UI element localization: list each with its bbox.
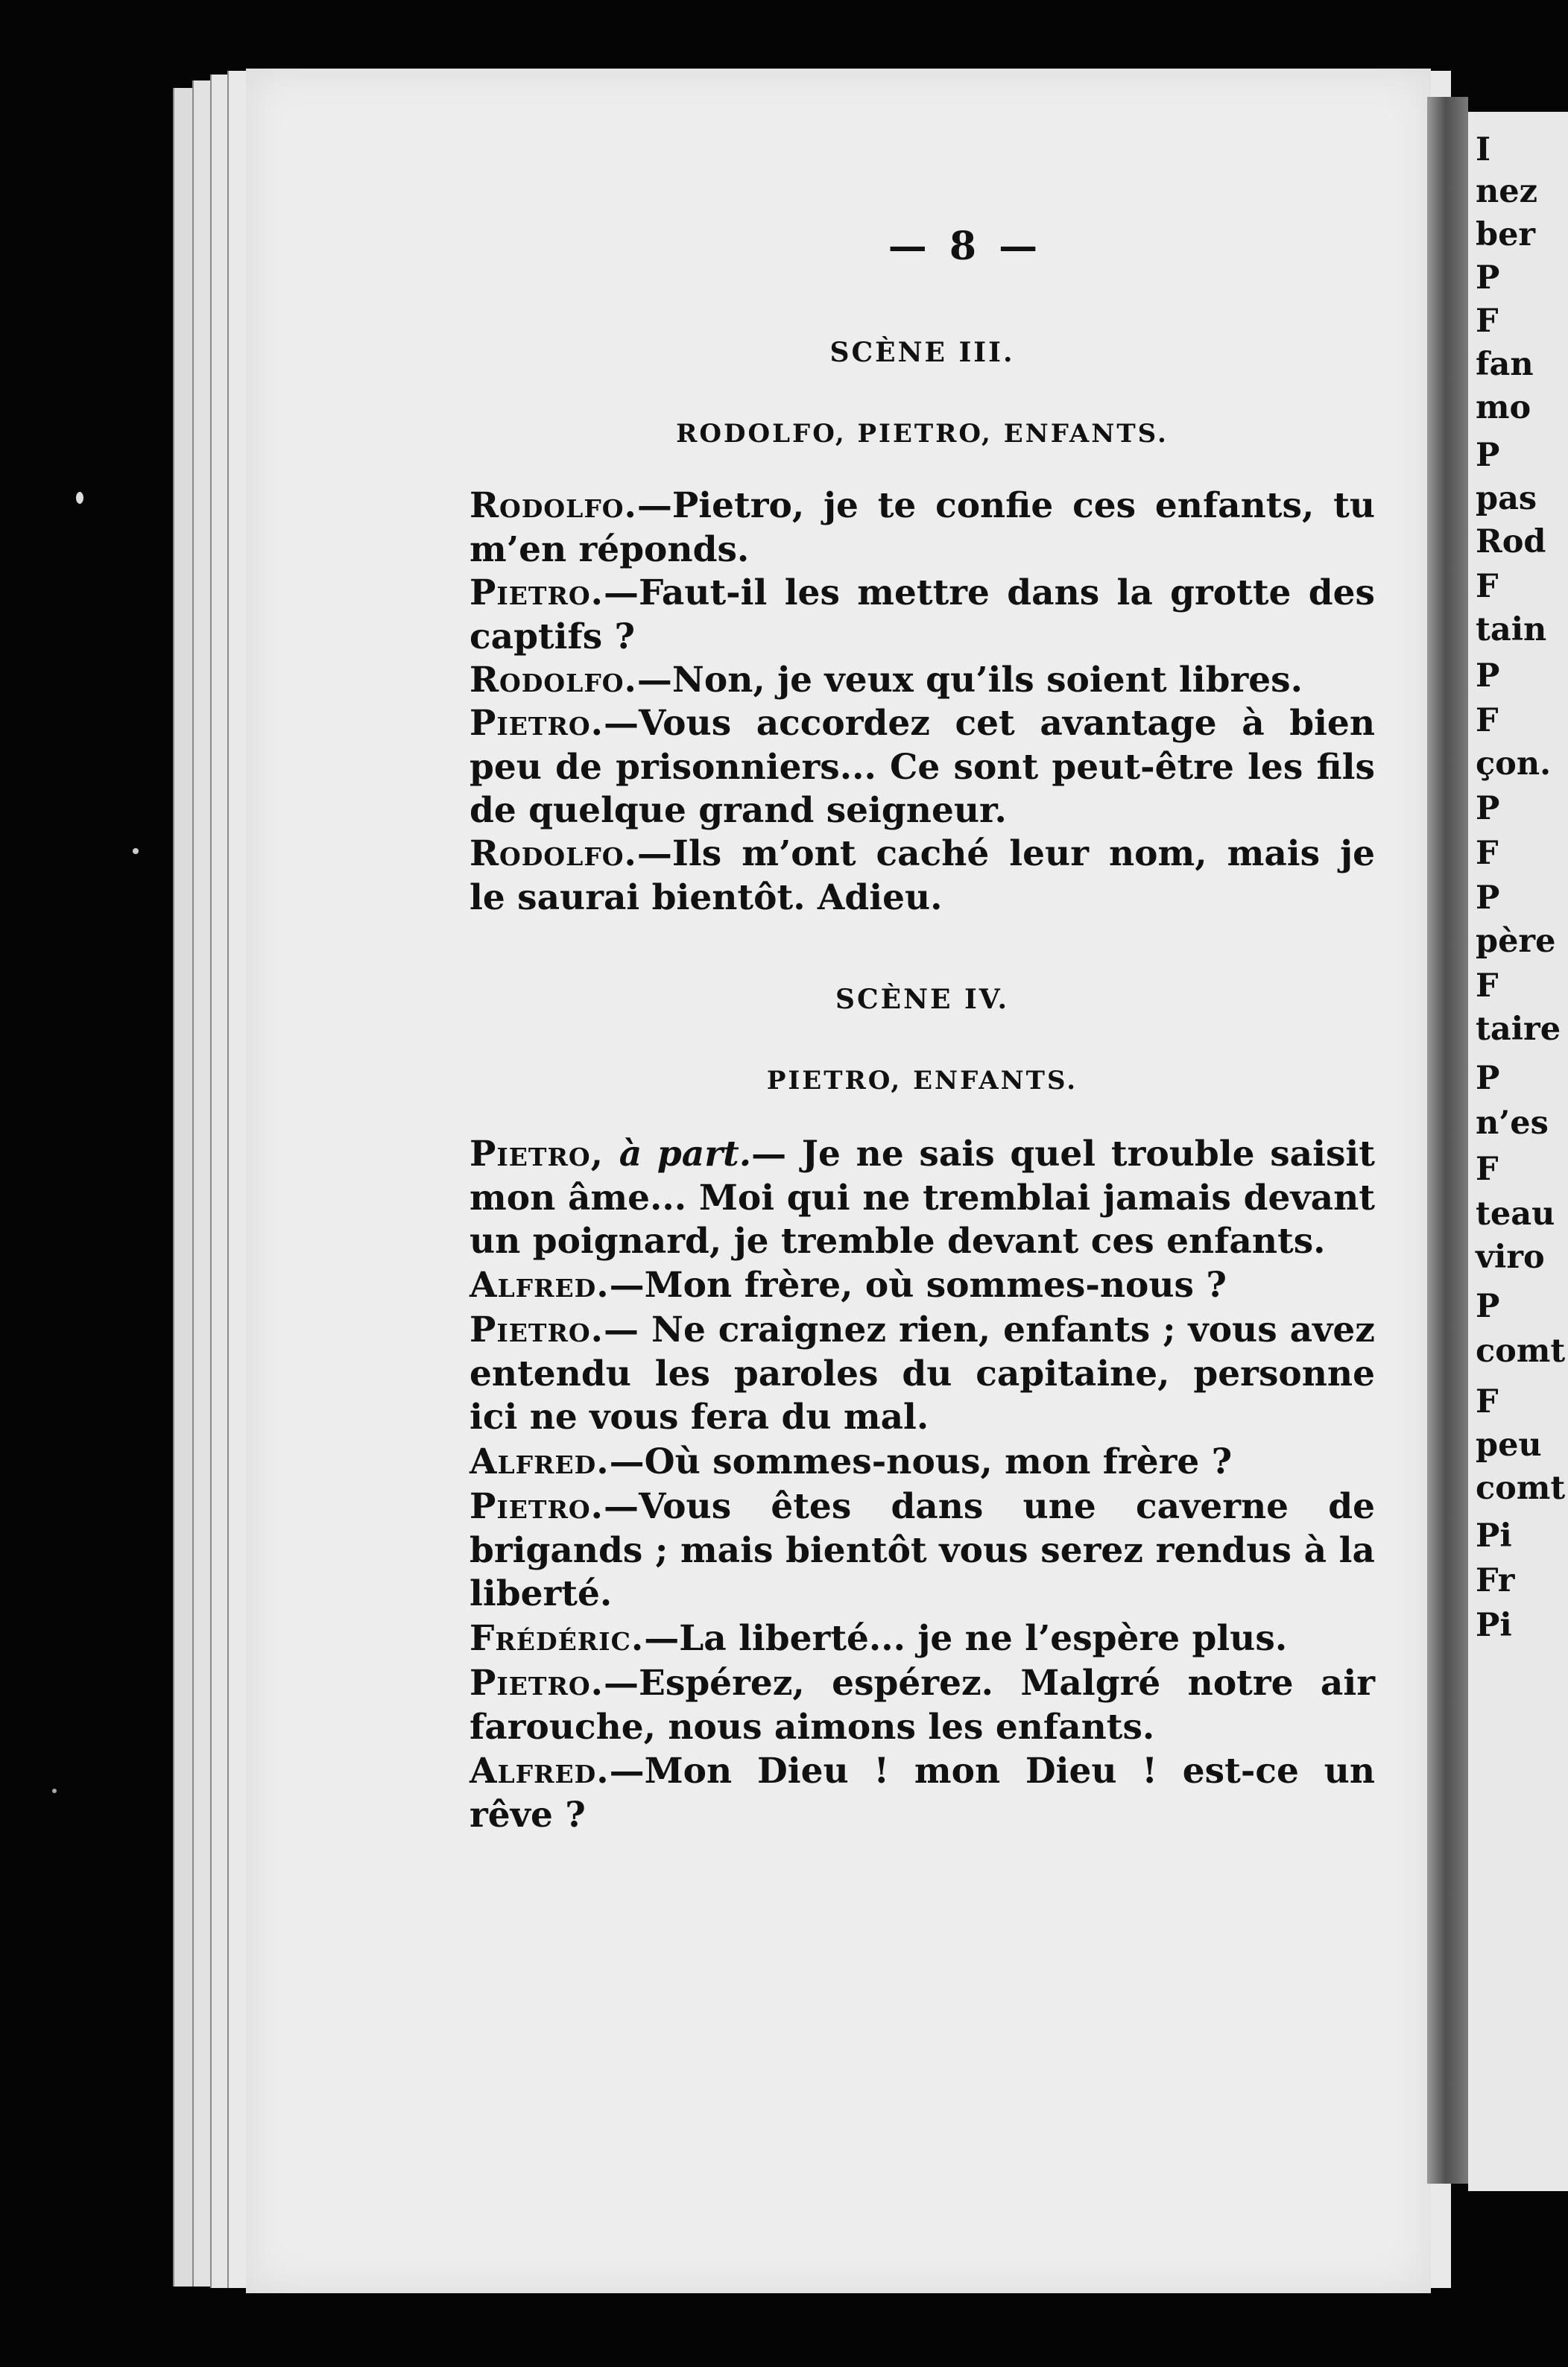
line-text: — Je ne sais quel trouble saisit mon âme... Moi qui ne tremblai jamais devant un poignard, je tremble devant ces enfants.: [470, 1134, 1375, 1262]
page-number: — 8 —: [888, 224, 1043, 269]
facing-fragment: çon.: [1476, 745, 1552, 783]
line-text: —Espérez, espérez. Malgré notre air farouche, nous aimons les enfants.: [470, 1663, 1375, 1748]
facing-fragment: P: [1476, 879, 1500, 917]
facing-fragment: Pi: [1476, 1517, 1512, 1555]
line-text: —Mon frère, où sommes-nous ?: [609, 1265, 1227, 1306]
facing-fragment: teau: [1476, 1195, 1555, 1233]
dialogue-line: [470, 1264, 1375, 1308]
speaker-name: Rodolfo.: [470, 833, 637, 874]
facing-fragment: Pi: [1476, 1607, 1512, 1644]
facing-fragment: viro: [1476, 1239, 1545, 1276]
character-list: PIETRO, ENFANTS.: [766, 1066, 1078, 1096]
dialogue-line: [470, 572, 1375, 659]
dialogue-line: [470, 659, 1375, 703]
dialogue-line: [470, 1309, 1375, 1440]
line-text: —Vous accordez cet avantage à bien peu de prisonniers... Ce sont peut-être les fils de quelque grand seigneur.: [470, 703, 1375, 831]
facing-fragment: comt: [1476, 1470, 1566, 1507]
dialogue-line: [470, 484, 1375, 572]
facing-fragment: peu: [1476, 1426, 1542, 1464]
facing-fragment: pas: [1476, 480, 1537, 517]
facing-fragment: F: [1476, 1383, 1499, 1420]
stage-direction: à part.: [619, 1134, 752, 1175]
facing-fragment: tain: [1476, 611, 1547, 648]
line-text: —Non, je veux qu’ils soient libres.: [636, 660, 1303, 701]
facing-fragment: F: [1476, 1151, 1499, 1188]
dialogue-line: [470, 1441, 1375, 1485]
facing-fragment: F: [1476, 303, 1499, 340]
binding-gutter: [1427, 97, 1468, 2184]
dust-speck: [52, 1789, 57, 1793]
facing-fragment: ber: [1476, 216, 1536, 253]
line-text: —Où sommes-nous, mon frère ?: [609, 1441, 1233, 1482]
facing-fragment: P: [1476, 790, 1500, 827]
facing-fragment: n’es: [1476, 1105, 1549, 1142]
facing-fragment: père: [1476, 923, 1556, 960]
facing-fragment: Fr: [1476, 1562, 1515, 1599]
line-text: —Pietro, je te confie ces enfants, tu m’en réponds.: [470, 485, 1375, 570]
facing-page-cropped: [1468, 112, 1568, 2191]
dialogue-line: [470, 1662, 1375, 1749]
character-list: RODOLFO, PIETRO, ENFANTS.: [676, 419, 1169, 449]
dialogue-line: [470, 1133, 1375, 1264]
facing-fragment: F: [1476, 568, 1499, 605]
facing-fragment: fan: [1476, 346, 1534, 383]
scene-heading: SCÈNE III.: [829, 337, 1015, 368]
speaker-name: Pietro.: [470, 1663, 604, 1704]
facing-fragment: F: [1476, 967, 1499, 1005]
line-text: —Mon Dieu ! mon Dieu ! est-ce un rêve ?: [470, 1751, 1375, 1836]
dialogue-line: [470, 1750, 1375, 1837]
facing-fragment: P: [1476, 1060, 1500, 1097]
facing-fragment: taire: [1476, 1011, 1561, 1048]
dust-speck: [133, 848, 139, 854]
line-text: —Vous êtes dans une caverne de brigands ; mais bientôt vous serez rendus à la liberté.: [470, 1486, 1375, 1614]
speaker-name: Alfred.: [470, 1751, 610, 1792]
dust-speck: [76, 492, 83, 504]
facing-fragment: nez: [1476, 173, 1538, 210]
facing-fragment: Rod: [1476, 523, 1546, 560]
facing-fragment: P: [1476, 437, 1500, 474]
facing-fragment: P: [1476, 259, 1500, 297]
line-text: —Faut-il les mettre dans la grotte des captifs ?: [470, 572, 1375, 657]
speaker-name: Pietro.: [470, 572, 604, 613]
speaker-name: Frédéric.: [470, 1618, 645, 1659]
dialogue-line: [470, 702, 1375, 833]
speaker-name: Alfred.: [470, 1441, 610, 1482]
facing-fragment: I: [1476, 131, 1491, 168]
dialogue-line: [470, 832, 1375, 920]
scene-heading: SCÈNE IV.: [835, 984, 1009, 1015]
line-text: — Ne craignez rien, enfants ; vous avez entendu les paroles du capitaine, personne ici ne vous fera du mal.: [470, 1309, 1375, 1438]
facing-fragment: P: [1476, 1288, 1500, 1325]
dialogue-line: [470, 1617, 1375, 1661]
speaker-name: Pietro,: [470, 1134, 604, 1175]
facing-fragment: P: [1476, 657, 1500, 695]
speaker-name: Rodolfo.: [470, 485, 637, 526]
speaker-name: Pietro.: [470, 1486, 604, 1527]
line-text: —La liberté... je ne l’espère plus.: [644, 1618, 1288, 1659]
facing-fragment: comt: [1476, 1333, 1566, 1370]
speaker-name: Rodolfo.: [470, 660, 637, 701]
facing-fragment: F: [1476, 702, 1499, 739]
dialogue-line: [470, 1485, 1375, 1617]
facing-fragment: F: [1476, 835, 1499, 872]
speaker-name: Alfred.: [470, 1265, 610, 1306]
facing-fragment: mo: [1476, 389, 1531, 426]
speaker-name: Pietro.: [470, 1309, 604, 1350]
line-text: —Ils m’ont caché leur nom, mais je le saurai bientôt. Adieu.: [470, 833, 1375, 918]
speaker-name: Pietro.: [470, 703, 604, 744]
